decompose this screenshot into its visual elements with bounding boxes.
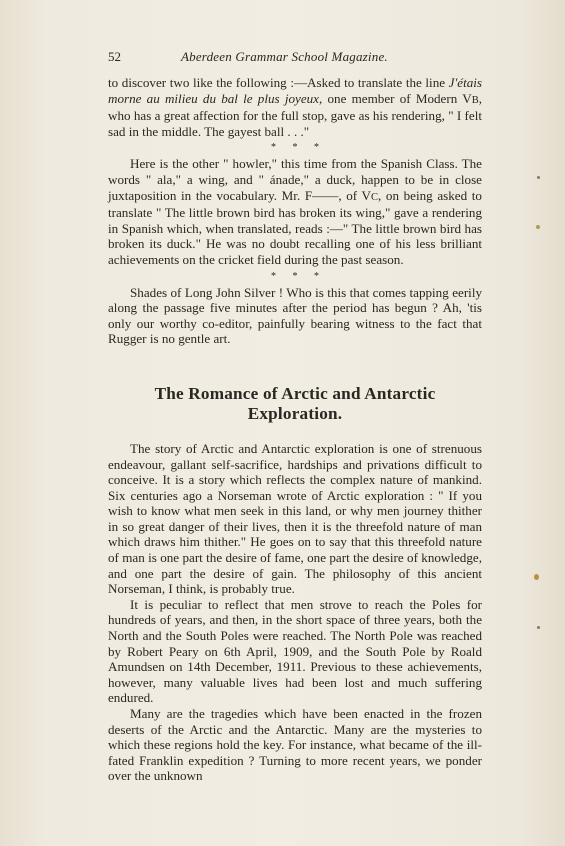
- text-span: Here is the other " howler," this time from the Spanish Class. The words " ala," a wing, and " ánade," a duck, happen to be in close juxtaposition in the vocabulary. Mr. F——, of V: [108, 156, 482, 203]
- section-separator: * * *: [271, 142, 319, 154]
- paragraph-spanish-howler: [108, 156, 482, 267]
- section-separator: * * *: [271, 270, 319, 282]
- form-letter: C: [370, 191, 378, 203]
- article-paragraph-2: It is peculiar to reflect that men strove to reach the Poles for hundreds of years, and then, in the short space of three years, both the North and the South Poles were reached. The North Pole was reached by Robert Peary on 6th April, 1909, and the South Pole by Roald Amundsen on 14th December, 1911. Previous to these achievements, however, many valuable lives had been lost and much suffering endured.: [108, 596, 482, 706]
- paper-speck: [536, 225, 540, 229]
- french-phrase: J'étais morne au milieu du bal le plus joyeux: [108, 75, 482, 106]
- article-paragraph-3: Many are the tragedies which have been enacted in the frozen deserts of the Arctic and the Antarctic. Many are the mysteries to which these regions hold the key. For instance, what became of the ill-fated Franklin expedition ? Turning to more recent years, we ponder over the unknown: [108, 706, 482, 784]
- text-span: , one member of Modern V: [319, 90, 472, 106]
- text-span: to discover two like the following :—Asked to translate the line: [108, 75, 449, 90]
- paragraph-long-john-silver: Shades of Long John Silver ! Who is this that comes tapping eerily along the passage five minutes after the period has begun ? Ah, 'tis only our worthy co-editor, painfully bearing witness to the fact that Rugger is no gentle art.: [108, 284, 482, 347]
- paper-speck: [534, 574, 539, 580]
- text-span: , on being asked to translate " The little brown bird has broken its wing," gave a rendering in Spanish which, when translated, reads :—" The little brown bird has broken its duck." He was no doubt recalling one of his less brilliant achievements on the cricket field during the past season.: [108, 187, 482, 267]
- running-title: Aberdeen Grammar School Magazine.: [181, 49, 388, 64]
- text-span: , who has a great affection for the full stop, gave as his rendering, " I felt sad in the middle. The gayest ball . . .": [108, 90, 482, 139]
- article-title-line-2: Exploration.: [247, 403, 343, 423]
- article-title-line-1: The Romance of Arctic and Antarctic: [154, 383, 436, 403]
- article-paragraph-1: The story of Arctic and Antarctic exploration is one of strenuous endeavour, gallant self-sacrifice, hardships and privations difficult to conceive. It is a story which reflects the complex nature of mankind. Six centuries ago a Norseman wrote of Arctic exploration : " If you wish to know what men seek in this land, or why men journey thither in so great danger of their lives, then it is the threefold nature of man which draws him thither." He goes on to say that this threefold nature of man is one part the desire of fame, one part the desire of knowledge, and one part the desire of gain. The philosophy of this ancient Norseman, I think, is probably true.: [108, 440, 482, 597]
- paragraph-french-howler: [108, 75, 482, 139]
- article-title: [108, 384, 482, 424]
- paper-speck: [537, 176, 540, 179]
- page-number: 52: [108, 49, 121, 64]
- paper-speck: [537, 626, 540, 629]
- form-letter: B: [471, 94, 479, 106]
- text-column: [108, 75, 482, 784]
